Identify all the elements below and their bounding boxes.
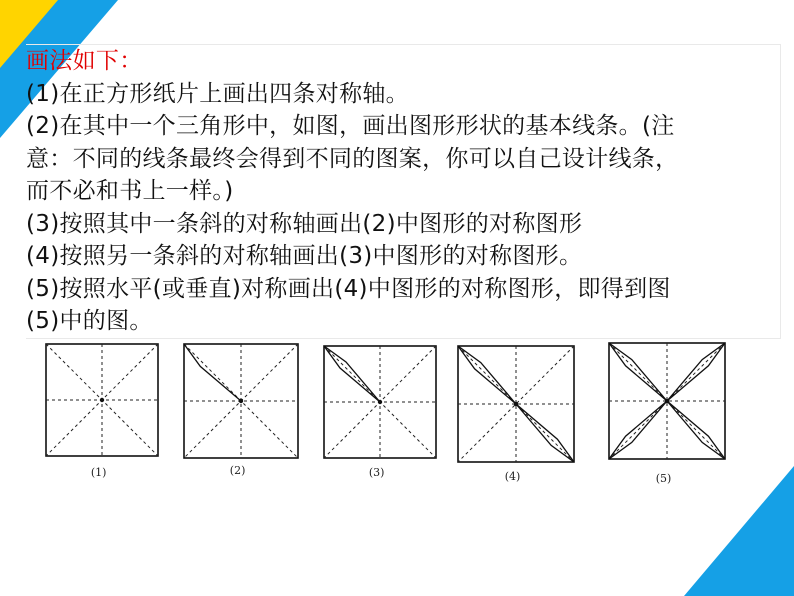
pattern-figure-2 (184, 344, 298, 477)
figure-label: (3) (368, 466, 385, 479)
step-line-2: (2)在其中一个三角形中，如图，画出图形形状的基本线条。(注 (26, 113, 675, 139)
center-point (239, 399, 243, 403)
center-point (378, 400, 382, 404)
step-line-8: (5)中的图。 (26, 308, 153, 334)
step-line-7: (5)按照水平(或垂直)对称画出(4)中图形的对称图形，即得到图 (26, 275, 671, 302)
step-line-3: 意：不同的线条最终会得到不同的图案，你可以自己设计线条， (26, 145, 679, 172)
step-line-4: 而不必和书上一样。) (26, 178, 234, 204)
pattern-figure-5 (609, 343, 725, 485)
pattern-figure-1 (46, 344, 158, 479)
center-point (665, 399, 669, 403)
pattern-figure-3 (324, 346, 436, 479)
figure-label: (1) (90, 466, 107, 479)
heading: 画法如下： (26, 48, 143, 74)
step-line-1: (1)在正方形纸片上画出四条对称轴。 (26, 80, 409, 107)
step-line-5: (3)按照其中一条斜的对称轴画出(2)中图形的对称图形 (26, 210, 583, 237)
figure-label: (2) (229, 464, 246, 477)
center-point (100, 398, 104, 402)
center-point (514, 402, 518, 406)
figure-label: (4) (504, 470, 521, 483)
figure-label: (5) (655, 472, 672, 485)
pattern-figure-4 (458, 346, 574, 483)
step-line-6: (4)按照另一条斜的对称轴画出(3)中图形的对称图形。 (26, 243, 583, 269)
